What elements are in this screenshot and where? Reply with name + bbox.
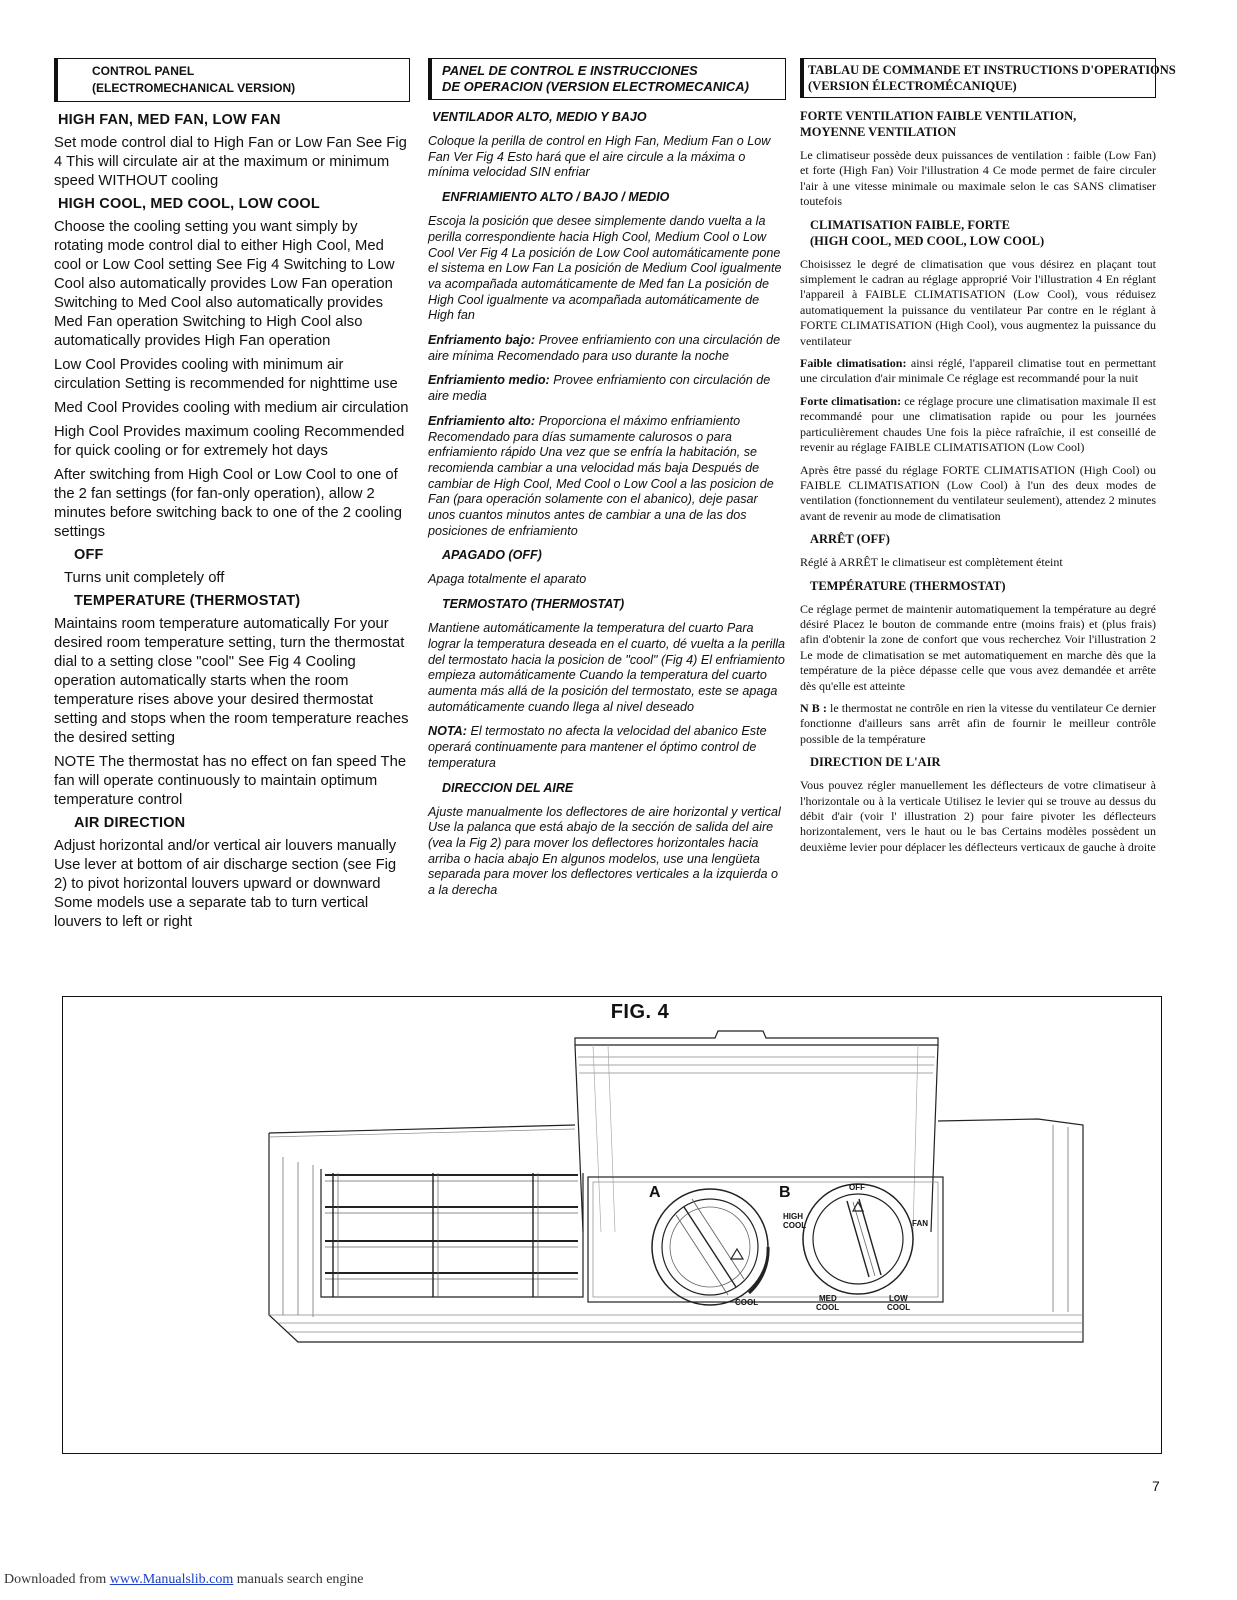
spanish-section-heading: DIRECCION DEL AIRE <box>442 780 574 795</box>
spanish-paragraph <box>428 724 786 771</box>
english-paragraph: After switching from High Cool or Low Cool to one of the 2 fan settings (for fan-only operation), allow 2 minutes before switching back to one of the 2 cooling settings <box>54 467 402 540</box>
spanish-paragraph <box>428 373 786 404</box>
french-section-heading <box>800 108 1156 140</box>
dial-b-high-cool-label: COOL <box>783 1221 807 1230</box>
dial-b-low-cool-label: COOL <box>887 1303 911 1312</box>
english-section-heading: AIR DIRECTION <box>74 815 186 831</box>
english-paragraph: Set mode control dial to High Fan or Low Fan See Fig 4 This will circulate air at the maximum or minimum speed WITHOUT cooling <box>54 135 407 189</box>
spanish-paragraph-text: Apaga totalmente el aparato <box>428 572 587 587</box>
spanish-paragraph <box>428 333 786 364</box>
french-paragraph-text: ce réglage procure une climatisation maximale Il est recommandé pour une climatisation rapide ou pour les journées particulièrement chaudes Une fois la pièce rafraîchie, il est conseillé de revenir au réglage FAIBLE CLIMATISATION (Low Cool) <box>800 393 1156 455</box>
dial-b-high-label: HIGH <box>783 1212 803 1221</box>
figure-title: FIG. 4 <box>610 1001 670 1023</box>
french-paragraph-text: Choisissez le degré de climatisation que vous désirez en plaçant tout simplement le cadran au réglage approprié Voir l'illustration 4 En réglant l'appareil à FAIBLE CLIMATISATION (Low Cool), vous réduisez automatiquement la puissance du ventilateur Par contre en le réglant à FORTE CLIMATISATION (High Cool), vous augmentez la puissance du ventilateur <box>800 256 1156 348</box>
page-number: 7 <box>1152 1478 1160 1494</box>
french-heading-line: ARRÊT (OFF) <box>810 532 890 547</box>
spanish-paragraph-text: Provee enfriamiento con circulación de aire media <box>428 373 771 404</box>
french-paragraph-label: N B : <box>800 700 827 715</box>
french-body <box>800 108 1156 855</box>
french-paragraph-text: le thermostat ne contrôle en rien la vitesse du ventilateur Ce dernier fonctionne d'ailleurs sans arrêt afin de fournir le meilleur contrôle possible de la température <box>800 700 1156 746</box>
french-paragraph-text: Le climatiseur possède deux puissances de ventilation : faible (Low Fan) et forte (High Fan) Voir l'illustration 4 Ce mode permet de faire circuler l'air à une vitesse minimale ou maximale selon le cas SANS climatiser toutefois <box>800 148 1156 209</box>
french-paragraph <box>800 394 1156 456</box>
french-paragraph-text: Réglé à ARRÊT le climatiseur est complètement éteint <box>800 555 1063 570</box>
spanish-paragraph-text: Escoja la posición que desee simplemente dando vuelta a la perilla correspondiente hacia High Cool, Medium Cool o Low Cool Ver Fig 4 La posición de Low Cool automáticamente pone el sistema en Low Fan La posición de Medium Cool igualmente va acompañada automáticamente de Med fan La posición de High Cool igualmente va acompañada automáticamente de High fan <box>428 214 782 323</box>
spanish-paragraph <box>428 805 786 899</box>
french-paragraph <box>800 778 1156 855</box>
english-paragraph: Choose the cooling setting you want simply by rotating mode control dial to either High Cool, Med cool or Low Cool setting See Fig 4 Switching to Low Cool also automatically provides Low Fan operation Switching to Med Cool also automatically provides Med Fan operation Switching to High Cool also automatically provides High Fan operation <box>54 219 395 349</box>
french-heading-line: TEMPÉRATURE (THERMOSTAT) <box>810 578 1006 593</box>
french-section-heading <box>810 217 1156 249</box>
footer-prefix: Downloaded from <box>4 1572 110 1587</box>
french-heading-line: FORTE VENTILATION FAIBLE VENTILATION, <box>800 109 1077 123</box>
french-section-heading <box>810 754 1156 770</box>
french-paragraph-label: Forte climatisation: <box>800 393 902 408</box>
spanish-paragraph-label: NOTA: <box>428 724 467 739</box>
spanish-paragraph-text: El termostato no afecta la velocidad del abanico Este operará continuamente para mantener el óptimo control de temperatura <box>428 724 767 770</box>
english-paragraph: NOTE The thermostat has no effect on fan speed The fan will operate continuously to maintain optimum temperature control <box>54 754 407 808</box>
french-paragraph-text: Ce réglage permet de maintenir automatiquement la température au degré désiré Placez le bouton de commande entre (moins frais) et (plus frais) afin d'obtenir la zone de confort que vous recherchez Voir l'illustration 2 Le mode de climatisation se met automatiquement en marche dès que la température de la pièce dépasse celle que vous avez demandée et arrête dès qu'elle est atteinte <box>800 601 1156 693</box>
spanish-section-heading: VENTILADOR ALTO, MEDIO Y BAJO <box>432 110 647 124</box>
spanish-column <box>428 58 786 908</box>
french-paragraph-text: Après être passé du réglage FORTE CLIMATISATION (High Cool) ou FAIBLE CLIMATISATION (Low Cool) à l'un des deux modes de ventilation (fonctionnement du ventilateur seulement), attendez 2 minutes avant de revenir au mode de climatisation <box>800 462 1156 523</box>
french-paragraph <box>800 148 1156 210</box>
english-section-heading: OFF <box>74 547 104 563</box>
english-paragraph: High Cool Provides maximum cooling Recommended for quick cooling or for extremely hot days <box>54 424 405 459</box>
footer <box>4 1572 364 1588</box>
dial-a-letter: A <box>649 1184 661 1201</box>
english-body <box>54 112 410 932</box>
english-paragraph: Turns unit completely off <box>64 570 225 586</box>
french-heading-line: MOYENNE VENTILATION <box>800 125 957 139</box>
english-paragraph: Low Cool Provides cooling with minimum air circulation Setting is recommended for nighttime use <box>54 357 398 392</box>
control-panel-illustration <box>63 997 1160 1452</box>
english-paragraph: Med Cool Provides cooling with medium air circulation <box>54 400 409 416</box>
english-section-heading: HIGH COOL, MED COOL, LOW COOL <box>58 196 320 212</box>
spanish-paragraph-text: Proporciona el máximo enfriamiento Recomendado para días sumamente calurosos o para enfriamiento rápido Una vez que se enfría la habitación, se recomienda cambiar a una velocidad más baja Después de cambiar de High Cool, Med Cool o Low Cool a las posicion de Fan (para operación solamente con el abanico), deje pasar unos cuantos minutos antes de cambiar a una de las dos posiciones de enfriamiento <box>428 413 774 538</box>
english-header-line-2: (ELECTROMECHANICAL VERSION) <box>92 81 296 95</box>
french-header-line-1: TABLAU DE COMMANDE ET INSTRUCTIONS D'OPERATIONS <box>808 63 1176 77</box>
french-section-heading <box>810 531 1156 547</box>
dial-b-med-cool-label: COOL <box>816 1303 840 1312</box>
spanish-paragraph <box>428 214 786 324</box>
english-header-box <box>54 58 410 102</box>
french-paragraph <box>800 701 1156 747</box>
footer-suffix: manuals search engine <box>233 1572 364 1587</box>
dial-b-letter: B <box>779 1184 791 1201</box>
spanish-paragraph-label: Enfriamento bajo: <box>428 333 536 348</box>
english-section-heading: HIGH FAN, MED FAN, LOW FAN <box>58 112 281 128</box>
dial-b-off-label: OFF <box>849 1183 865 1192</box>
french-column <box>800 58 1176 862</box>
spanish-body <box>428 110 786 899</box>
figure-4-box <box>62 996 1162 1454</box>
english-header-line-1: CONTROL PANEL <box>92 64 195 78</box>
french-paragraph <box>800 555 1156 570</box>
french-paragraph <box>800 463 1156 525</box>
dial-b-med-label: MED <box>819 1294 837 1303</box>
spanish-paragraph-label: Enfriamiento medio: <box>428 373 550 388</box>
french-paragraph <box>800 356 1156 387</box>
dial-b-low-label: LOW <box>889 1294 908 1303</box>
french-paragraph-text: Vous pouvez régler manuellement les déflecteurs de votre climatiseur à l'horizontale ou à la verticale Utilisez le levier qui se trouve au dessus du débit d'air (voir l' illustration 2) pour faire pivoter les déflecteurs horizontalement, vers le haut ou le bas Certains modèles possèdent un deuxième levier pour déplacer les déflecteurs verticaux de gauche à droite <box>800 778 1156 854</box>
spanish-paragraph <box>428 414 786 540</box>
dial-b-fan-label: FAN <box>912 1219 928 1228</box>
spanish-section-heading: TERMOSTATO (THERMOSTAT) <box>442 597 625 612</box>
spanish-paragraph-label: Enfriamiento alto: <box>428 413 536 428</box>
spanish-header-box <box>428 58 786 100</box>
english-section-heading: TEMPERATURE (THERMOSTAT) <box>74 593 301 609</box>
spanish-paragraph <box>428 572 786 588</box>
manualslib-link[interactable]: www.Manualslib.com <box>109 1572 234 1587</box>
french-header-box <box>800 58 1176 98</box>
french-paragraph <box>800 602 1156 694</box>
french-heading-line: DIRECTION DE L'AIR <box>810 755 941 770</box>
french-heading-line: (HIGH COOL, MED COOL, LOW COOL) <box>810 233 1045 248</box>
french-header-line-2: (VERSION ÉLECTROMÉCANIQUE) <box>808 79 1017 93</box>
spanish-section-heading: ENFRIAMIENTO ALTO / BAJO / MEDIO <box>442 190 670 205</box>
spanish-paragraph <box>428 621 786 715</box>
english-paragraph: Maintains room temperature automatically For your desired room temperature setting, turn the thermostat dial to a setting close "cool" See Fig 4 Cooling operation automatically starts when the room temperature rises above your desired thermostat setting and stops when the room temperature reaches the desired setting <box>54 616 409 746</box>
spanish-paragraph-text: Coloque la perilla de control en High Fan, Medium Fan o Low Fan Ver Fig 4 Esto hará que el aire circule a la máxima o mínima velocidad SIN enfriar <box>428 134 771 180</box>
spanish-paragraph-text: Provee enfriamiento con una circulación de aire mínima Recomendado para uso durante la noche <box>428 333 781 363</box>
spanish-paragraph <box>428 134 786 181</box>
spanish-header-line-1: PANEL DE CONTROL E INSTRUCCIONES <box>442 63 698 78</box>
spanish-paragraph-text: Mantiene automáticamente la temperatura del cuarto Para lograr la temperatura deseada en el cuarto, dé vuelta a la perilla del termostato hacia la posicion de "cool" (Fig 4) El enfriamiento empieza automáticamente Cuando la temperatura del cuarto aumenta más allá de la posición del termostato, este se apaga automáticamente cuando llega al nivel deseado <box>428 621 786 714</box>
french-section-heading <box>810 578 1156 594</box>
french-paragraph-label: Faible climatisation: <box>800 356 907 371</box>
spanish-section-heading: APAGADO (OFF) <box>442 548 542 563</box>
french-paragraph-text: ainsi réglé, l'appareil climatise tout en permettant une circulation d'air minimale Ce réglage est recommandé pour la nuit <box>800 356 1156 386</box>
english-column <box>54 58 410 937</box>
spanish-header-line-2: DE OPERACION (VERSION ELECTROMECANICA) <box>442 79 749 94</box>
english-paragraph: Adjust horizontal and/or vertical air louvers manually Use lever at bottom of air discharge section (see Fig 2) to pivot horizontal louvers upward or downward Some models use a separate tab to turn vertical louvers to left or right <box>54 838 397 930</box>
french-heading-line: CLIMATISATION FAIBLE, FORTE <box>810 217 1010 232</box>
spanish-paragraph-text: Ajuste manualmente los deflectores de aire horizontal y vertical Use la palanca que está abajo de la sección de salida del aire (vea la Fig 2) para mover los deflectores horizontales hacia arriba o hacia abajo En algunos modelos, use una lengüeta separada para mover los deflectores verticales a la izquierda o a la derecha <box>428 804 781 898</box>
dial-a-cool-label: COOL <box>735 1298 759 1307</box>
french-paragraph <box>800 257 1156 349</box>
